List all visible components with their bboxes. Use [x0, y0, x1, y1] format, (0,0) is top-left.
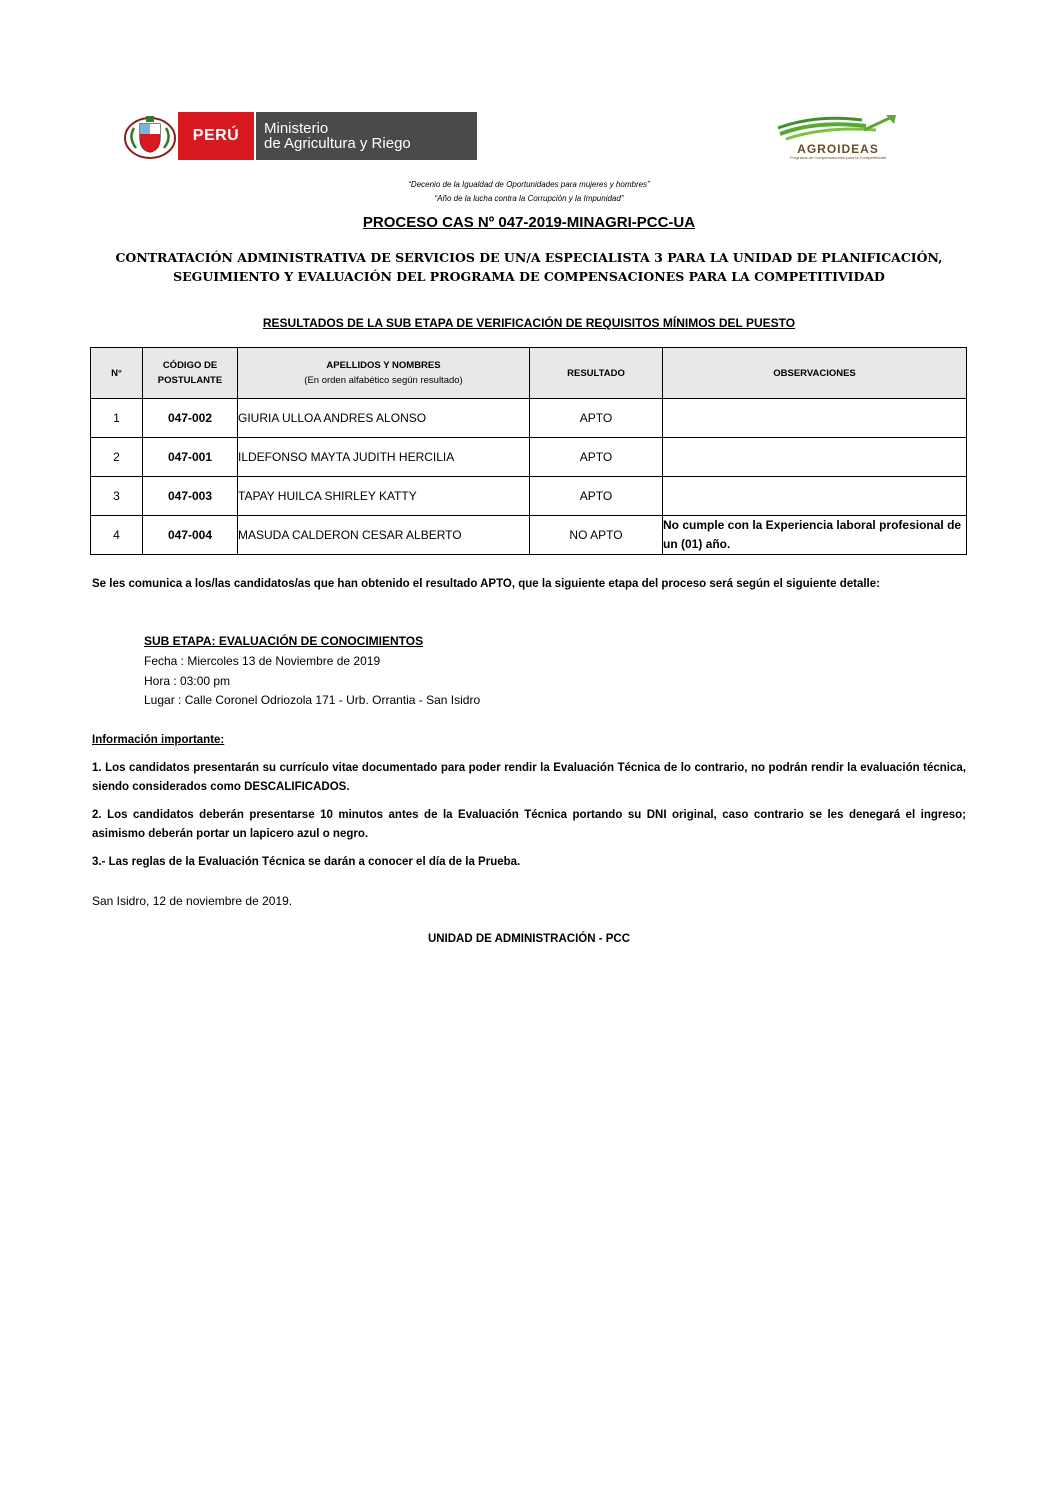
fecha-firma: San Isidro, 12 de noviembre de 2019. [92, 894, 293, 908]
row-nombre: ILDEFONSO MAYTA JUDITH HERCILIA [238, 438, 530, 477]
header-nombres-line-2: (En orden alfabético según resultado) [304, 375, 463, 386]
ministry-line-1: Ministerio [264, 120, 329, 137]
contratacion-line-2: SEGUIMIENTO Y EVALUACIÓN DEL PROGRAMA DE COMPENSACIONES PARA LA COMPETITIVIDAD [173, 269, 885, 284]
ministry-name [254, 112, 477, 160]
agroideas-name: AGROIDEAS [797, 142, 879, 156]
header-codigo [143, 348, 238, 399]
row-observacion [663, 477, 967, 516]
ministry-line-2: de Agricultura y Riego [264, 135, 411, 152]
hora-line: Hora : 03:00 pm [144, 674, 231, 688]
lugar-line: Lugar : Calle Coronel Odriozola 171 - Urb. Orrantia - San Isidro [144, 693, 481, 707]
info-item-2: 2. Los candidatos deberán presentarse 10 minutos antes de la Evaluación Técnica portando su DNI original, caso contrario se les denegará el ingreso; asimismo deberán portar un lapicero azul o negro. [92, 809, 966, 840]
row-number: 1 [91, 399, 143, 438]
unidad-firma: UNIDAD DE ADMINISTRACIÓN - PCC [427, 933, 631, 945]
info-title: Información importante: [92, 734, 225, 746]
header-observaciones: OBSERVACIONES [663, 348, 967, 399]
decenio-text: “Decenio de la Igualdad de Oportunidades para mujeres y hombres” [408, 180, 650, 189]
row-observacion: No cumple con la Experiencia laboral profesional de un (01) año. [663, 516, 967, 555]
sub-etapa-title: SUB ETAPA: EVALUACIÓN DE CONOCIMIENTOS [144, 634, 424, 648]
results-table [90, 347, 967, 555]
row-resultado: APTO [530, 477, 663, 516]
row-resultado: APTO [530, 399, 663, 438]
contratacion-line-1: CONTRATACIÓN ADMINISTRATIVA DE SERVICIOS DE UN/A ESPECIALISTA 3 PARA LA UNIDAD DE PLANIFICACIÓN, [115, 250, 943, 265]
row-nombre: MASUDA CALDERON CESAR ALBERTO [238, 516, 530, 555]
fecha-line: Fecha : Miercoles 13 de Noviembre de 2019 [144, 654, 381, 668]
table-row [91, 477, 967, 516]
resultados-title: RESULTADOS DE LA SUB ETAPA DE VERIFICACIÓN DE REQUISITOS MÍNIMOS DEL PUESTO [262, 316, 796, 330]
row-codigo: 047-004 [143, 516, 238, 555]
row-observacion [663, 438, 967, 477]
table-header-row [91, 348, 967, 399]
row-nombre: GIURIA ULLOA ANDRES ALONSO [238, 399, 530, 438]
row-resultado: APTO [530, 438, 663, 477]
anio-text: “Año de la lucha contra la Corrupción y la Impunidad” [434, 194, 624, 203]
header-nombres [238, 348, 530, 399]
comunicado-paragraph: Se les comunica a los/las candidatos/as que han obtenido el resultado APTO, que la siguiente etapa del proceso será según el siguiente detalle: [92, 578, 880, 590]
agroideas-tagline: Programa de Compensaciones para la Competitividad [789, 155, 887, 160]
row-number: 3 [91, 477, 143, 516]
row-observacion [663, 399, 967, 438]
table-row [91, 516, 967, 555]
header-codigo-line-2: POSTULANTE [157, 375, 223, 386]
row-number: 4 [91, 516, 143, 555]
header-n: N° [91, 348, 143, 399]
table-row [91, 399, 967, 438]
table-row [91, 438, 967, 477]
peru-label: PERÚ [178, 112, 254, 160]
header-nombres-line-1: APELLIDOS Y NOMBRES [326, 360, 441, 371]
info-item-3: 3.- Las reglas de la Evaluación Técnica se darán a conocer el día de la Prueba. [92, 856, 521, 868]
header-codigo-line-1: CÓDIGO DE [162, 360, 218, 371]
row-codigo: 047-003 [143, 477, 238, 516]
row-number: 2 [91, 438, 143, 477]
row-resultado: NO APTO [530, 516, 663, 555]
contratacion-heading [60, 248, 998, 286]
ministry-logo [178, 112, 477, 160]
proceso-title: PROCESO CAS Nº 047-2019-MINAGRI-PCC-UA [362, 214, 696, 231]
row-nombre: TAPAY HUILCA SHIRLEY KATTY [238, 477, 530, 516]
row-codigo: 047-002 [143, 399, 238, 438]
info-item-1: 1. Los candidatos presentarán su currículo vitae documentado para poder rendir la Evaluación Técnica de lo contrario, no podrán rendir la evaluación técnica, siendo considerados como DESCALIFICADOS. [92, 762, 966, 793]
row-codigo: 047-001 [143, 438, 238, 477]
header-resultado: RESULTADO [530, 348, 663, 399]
peru-coat-of-arms-icon [124, 114, 176, 160]
